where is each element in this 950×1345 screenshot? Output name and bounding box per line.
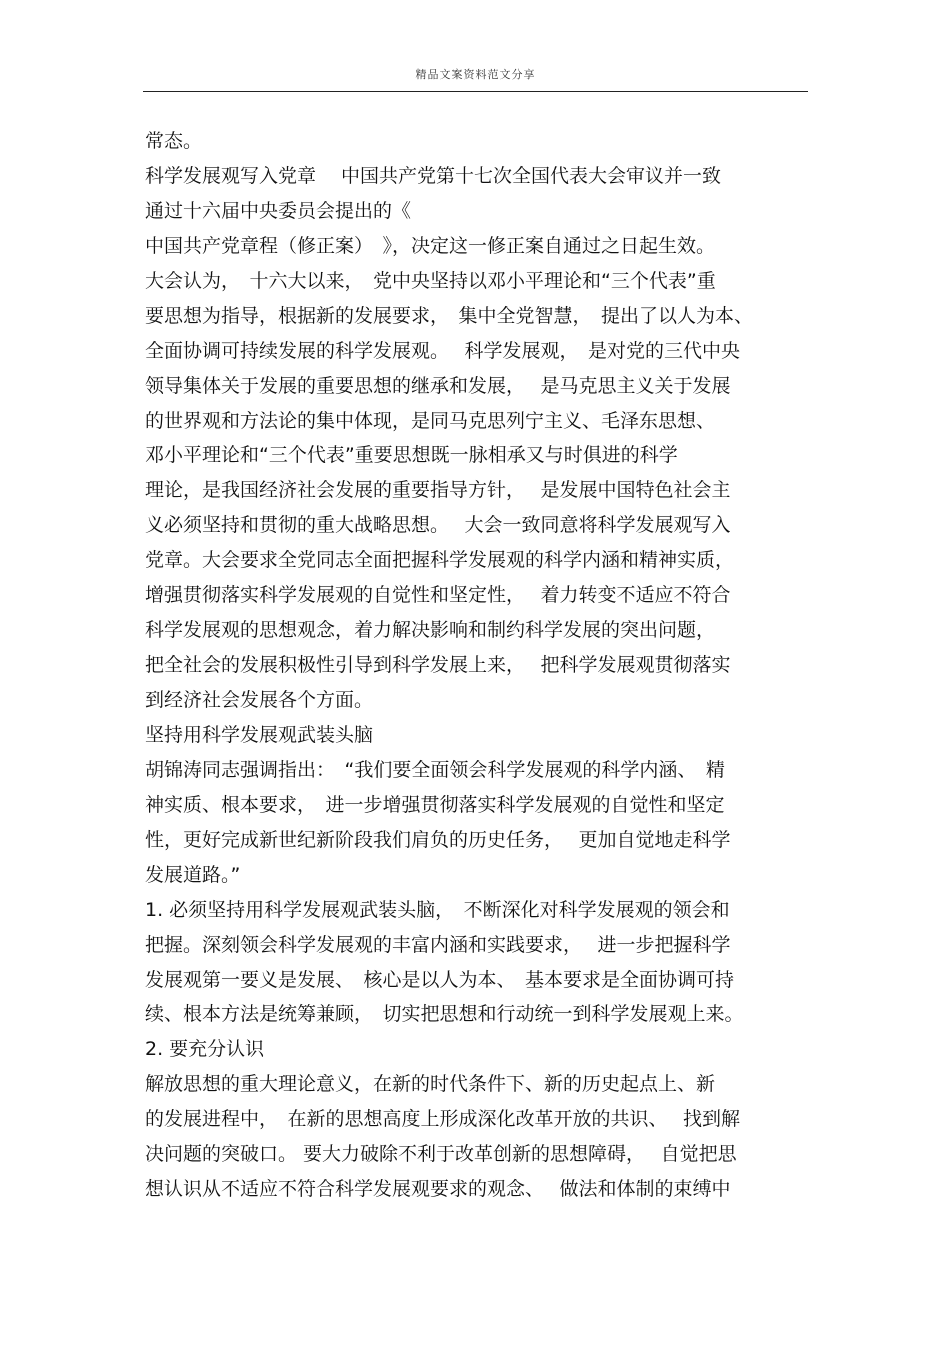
text-line: 邓小平理论和“三个代表”重要思想既一脉相承又与时俱进的科学	[145, 444, 678, 467]
section-heading: 坚持用科学发展观武装头脑	[145, 723, 374, 746]
text-line: 的发展进程中， 在新的思想高度上形成深化改革开放的共识、 找到解	[145, 1108, 741, 1131]
text-line: 决问题的突破口。 要大力破除不利于改革创新的思想障碍， 自觉把思	[145, 1143, 737, 1166]
text-line: 领导集体关于发展的重要思想的继承和发展， 是马克思主义关于发展	[145, 374, 731, 397]
text-line: 发展观第一要义是发展、 核心是以人为本、 基本要求是全面协调可持	[145, 968, 735, 991]
text-line: 党章。大会要求全党同志全面把握科学发展观的科学内涵和精神实质，	[145, 549, 735, 572]
text-line: 想认识从不适应不符合科学发展观要求的观念、 做法和体制的束缚中	[145, 1178, 731, 1201]
text-line: 通过十六届中央委员会提出的《	[145, 199, 412, 222]
text-line: 把握。深刻领会科学发展观的丰富内涵和实践要求， 进一步把握科学	[145, 933, 731, 956]
text-line: 常态。	[145, 130, 203, 152]
text-line: 大会认为， 十六大以来， 党中央坚持以邓小平理论和“三个代表”重	[145, 269, 716, 292]
document-body	[145, 124, 810, 1207]
text-line: 中国共产党章程（修正案） 》，决定这一修正案自通过之日起生效。	[145, 234, 716, 257]
text-line: 义必须坚持和贯彻的重大战略思想。 大会一致同意将科学发展观写入	[145, 514, 731, 537]
text-line: 科学发展观写入党章 中国共产党第十七次全国代表大会审议并一致	[145, 164, 722, 187]
text-line: 到经济社会发展各个方面。	[145, 689, 374, 711]
text-line: 的世界观和方法论的集中体现，是同马克思列宁主义、毛泽东思想、	[145, 409, 716, 432]
text-line: 解放思想的重大理论意义，在新的时代条件下、新的历史起点上、新	[145, 1073, 716, 1096]
text-line: 增强贯彻落实科学发展观的自觉性和坚定性， 着力转变不适应不符合	[145, 584, 731, 607]
text-line: 续、根本方法是统筹兼顾， 切实把思想和行动统一到科学发展观上来。	[145, 1003, 744, 1026]
text-line: 把全社会的发展积极性引导到科学发展上来， 把科学发展观贯彻落实	[145, 654, 731, 677]
text-line: 全面协调可持续发展的科学发展观。 科学发展观， 是对党的三代中央	[145, 339, 741, 362]
text-line: 发展道路。”	[145, 863, 241, 886]
text-line: 2. 要充分认识	[145, 1038, 265, 1061]
text-line: 神实质、根本要求， 进一步增强贯彻落实科学发展观的自觉性和坚定	[145, 793, 725, 816]
text-line: 理论，是我国经济社会发展的重要指导方针， 是发展中国特色社会主	[145, 479, 731, 502]
text-line: 科学发展观的思想观念，着力解决影响和制约科学发展的突出问题，	[145, 619, 716, 642]
header-divider	[143, 91, 808, 92]
text-line: 性，更好完成新世纪新阶段我们肩负的历史任务， 更加自觉地走科学	[145, 828, 731, 851]
page-header: 精品文案资料范文分享	[415, 68, 536, 81]
text-line: 胡锦涛同志强调指出： “我们要全面领会科学发展观的科学内涵、 精	[145, 758, 725, 781]
text-line: 1. 必须坚持用科学发展观武装头脑， 不断深化对科学发展观的领会和	[145, 898, 730, 921]
text-line: 要思想为指导，根据新的发展要求， 集中全党智慧， 提出了以人为本、	[145, 304, 754, 327]
